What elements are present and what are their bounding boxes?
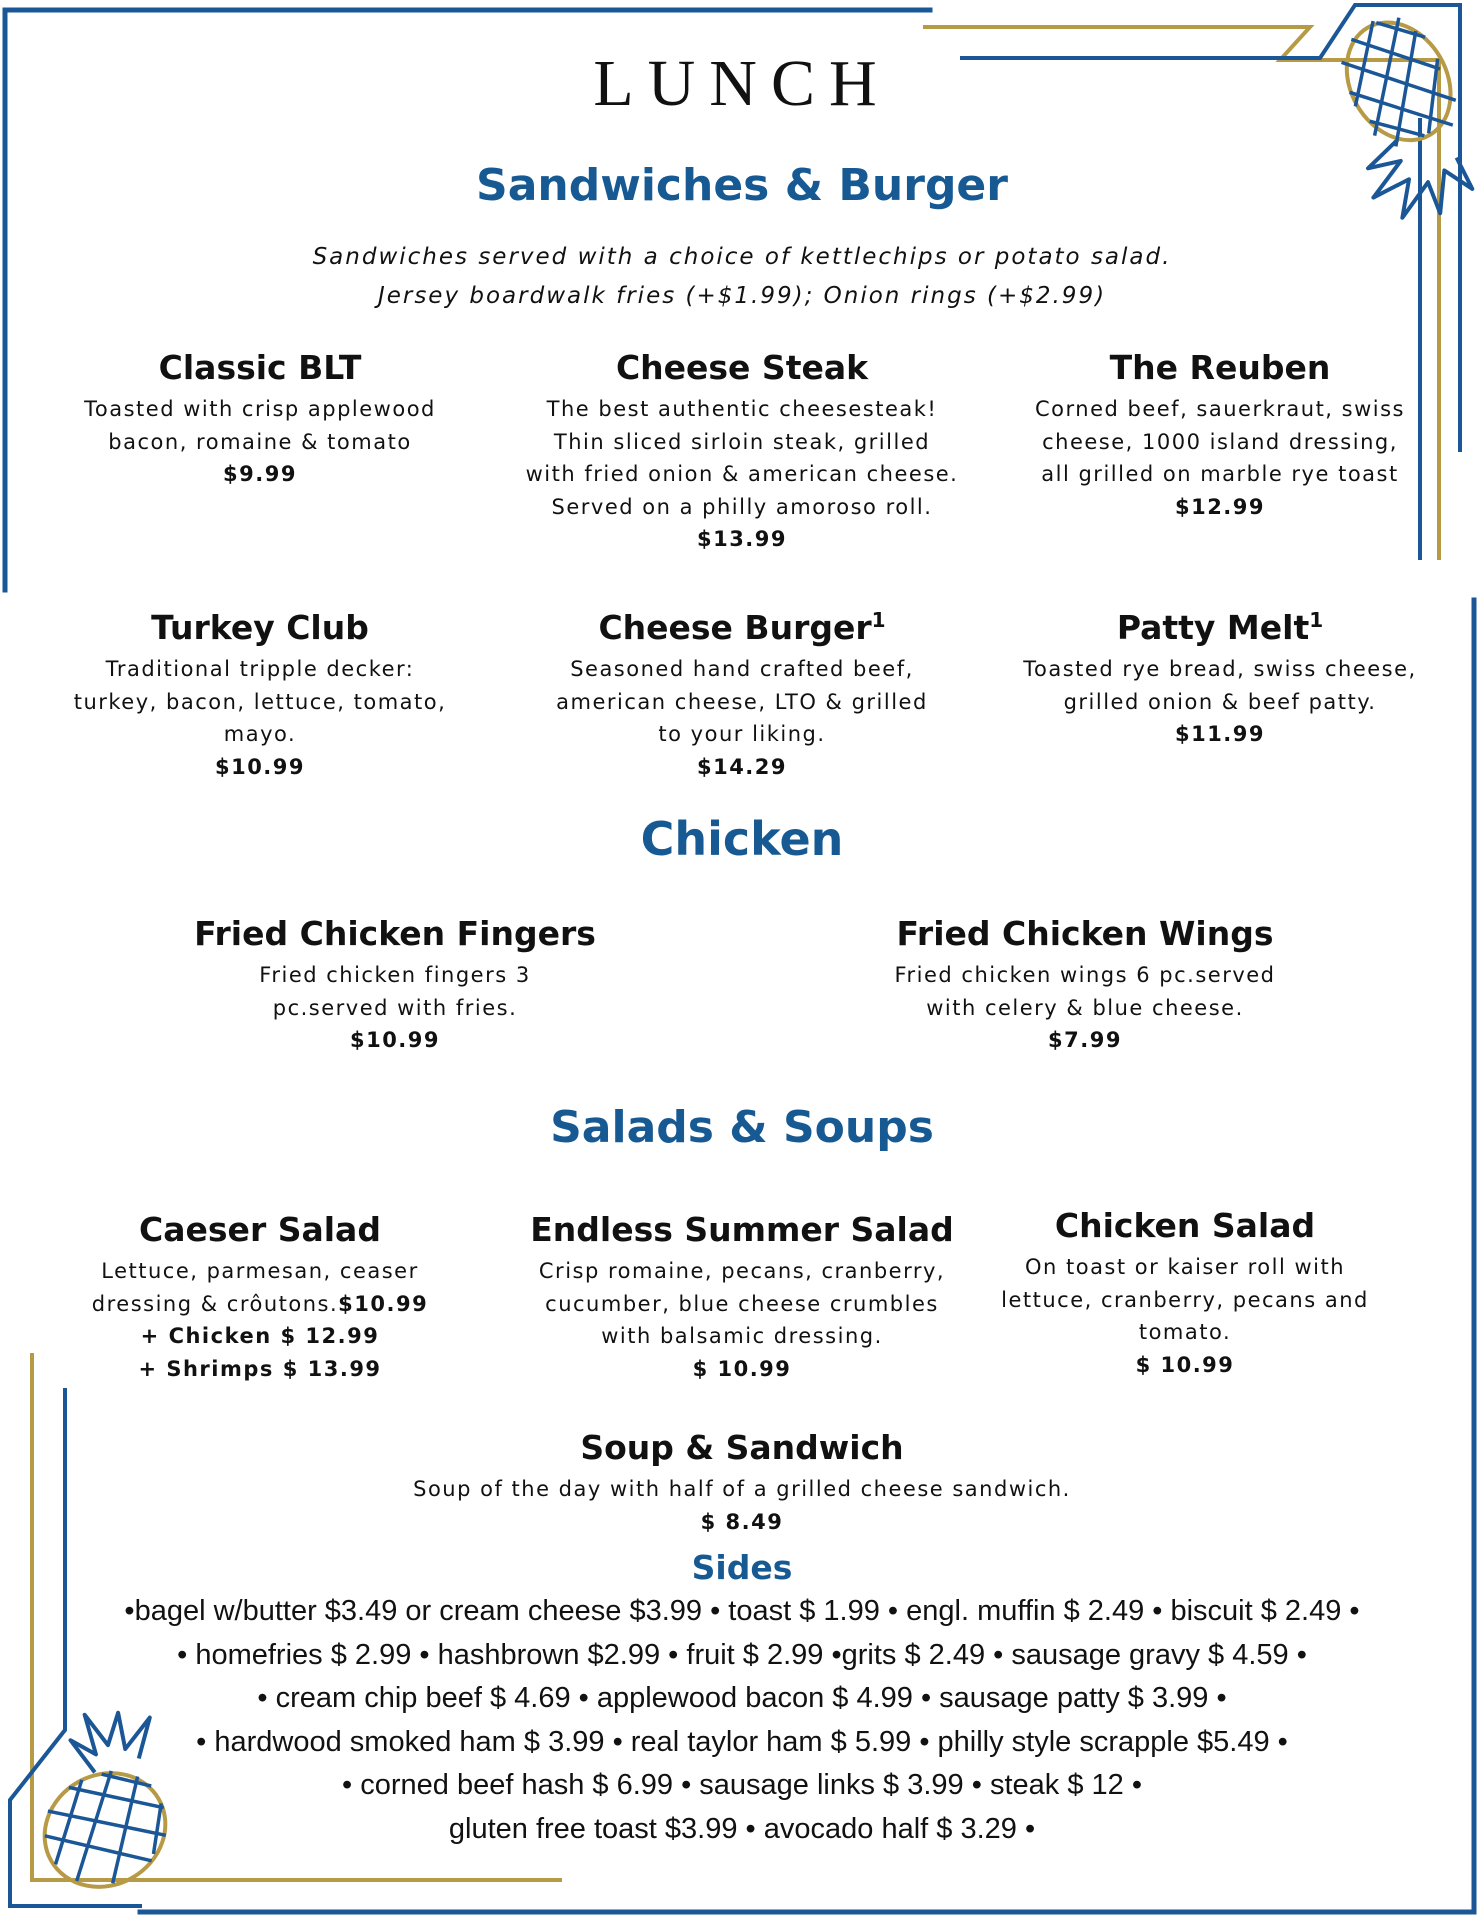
item-name: Turkey Club — [151, 608, 369, 647]
sides-line: • corned beef hash $ 6.99 • sausage links $ 3.99 • steak $ 12 • — [342, 1769, 1142, 1801]
menu-item-the-reuben — [1010, 348, 1430, 523]
desc-line — [60, 1288, 460, 1321]
section-title-chicken: Chicken — [640, 812, 844, 866]
footnote-marker: 1 — [871, 608, 886, 632]
item-description — [60, 653, 460, 783]
item-description — [1010, 393, 1430, 523]
addon-price: + Chicken $ 12.99 — [140, 1324, 380, 1348]
desc-line: cucumber, blue cheese crumbles — [545, 1291, 939, 1316]
desc-line: Soup of the day with half of a grilled cheese sandwich. — [413, 1477, 1071, 1501]
menu-item-caeser-salad — [60, 1210, 460, 1385]
desc-line: pc.served with fries. — [272, 995, 518, 1020]
desc-line: Corned beef, sauerkraut, swiss — [1035, 397, 1405, 421]
menu-item-fried-chicken-fingers — [170, 914, 620, 1057]
item-name — [1010, 608, 1430, 647]
menu-item-turkey-club — [60, 608, 460, 783]
menu-item-classic-blt — [60, 348, 460, 491]
desc-line: cheese, 1000 island dressing, — [1042, 429, 1398, 454]
item-price: $11.99 — [1174, 722, 1266, 746]
desc-line: Crisp romaine, pecans, cranberry, — [538, 1259, 946, 1283]
desc-line: Fried chicken wings 6 pc.served — [894, 963, 1276, 987]
footnote-marker: 1 — [1309, 608, 1324, 632]
item-price: $10.99 — [349, 1028, 441, 1052]
item-price: $ 8.49 — [700, 1509, 784, 1534]
intro-line: Sandwiches served with a choice of kettlechips or potato salad. — [312, 244, 1172, 270]
desc-line: bacon, romaine & tomato — [108, 429, 412, 454]
item-description — [520, 1255, 964, 1385]
addon-price: + Shrimps $ 13.99 — [138, 1356, 382, 1381]
desc-line: with balsamic dressing. — [601, 1324, 883, 1348]
item-price: $ 10.99 — [692, 1356, 792, 1381]
item-price: $ 10.99 — [1135, 1352, 1235, 1377]
desc-line: Toasted rye bread, swiss cheese, — [1023, 657, 1417, 681]
section-title-sandwiches: Sandwiches & Burger — [476, 160, 1008, 211]
section-title-salads-soups: Salads & Soups — [550, 1102, 934, 1153]
item-description — [170, 959, 620, 1057]
item-description — [342, 1473, 1142, 1538]
item-price: $13.99 — [696, 527, 788, 551]
item-description — [520, 393, 964, 556]
item-name: Caeser Salad — [139, 1210, 381, 1249]
item-name: Fried Chicken Wings — [896, 914, 1274, 953]
menu-item-chicken-salad — [975, 1206, 1395, 1381]
desc-line: Served on a philly amoroso roll. — [551, 494, 933, 519]
item-name: Cheese Steak — [615, 348, 869, 387]
item-price: $12.99 — [1174, 494, 1266, 519]
sides-line: •bagel w/butter $3.49 or cream cheese $3.99 • toast $ 1.99 • engl. muffin $ 2.49 • biscuit $ 2.49 • — [124, 1595, 1360, 1627]
desc-line: to your liking. — [658, 722, 826, 746]
desc-line: Seasoned hand crafted beef, — [570, 657, 914, 681]
item-price: $7.99 — [1048, 1028, 1122, 1052]
item-description — [975, 1251, 1395, 1381]
item-description — [1010, 653, 1430, 751]
menu-item-cheese-burger — [520, 608, 964, 783]
menu-item-soup-sandwich — [342, 1428, 1142, 1538]
sides-line: gluten free toast $3.99 • avocado half $ 3.29 • — [448, 1812, 1036, 1845]
item-description — [60, 1255, 460, 1385]
desc-line: The best authentic cheesesteak! — [546, 397, 938, 421]
item-price: $10.99 — [214, 754, 306, 779]
menu-item-patty-melt — [1010, 608, 1430, 751]
item-price: $9.99 — [223, 462, 297, 486]
section-title-sides: Sides — [691, 1548, 793, 1587]
desc-line: mayo. — [223, 722, 297, 746]
sandwiches-intro — [200, 238, 1284, 316]
item-name-text: Patty Melt — [1116, 608, 1310, 647]
desc-line: with celery & blue cheese. — [926, 995, 1244, 1020]
page-title: LUNCH — [593, 47, 891, 120]
item-name: Soup & Sandwich — [580, 1428, 904, 1467]
desc-line: lettuce, cranberry, pecans and — [1001, 1287, 1369, 1312]
desc-line: Lettuce, parmesan, ceaser — [101, 1259, 419, 1283]
desc-line: Thin sliced sirloin steak, grilled — [553, 429, 931, 454]
desc-line: Toasted with crisp applewood — [84, 397, 436, 421]
desc-line: tomato. — [1138, 1320, 1232, 1344]
item-name: Endless Summer Salad — [530, 1210, 954, 1249]
item-name: Classic BLT — [158, 348, 362, 387]
sides-line: • hardwood smoked ham $ 3.99 • real taylor ham $ 5.99 • philly style scrapple $5.49 • — [196, 1725, 1288, 1758]
sides-list — [40, 1590, 1444, 1851]
sides-line: • homefries $ 2.99 • hashbrown $2.99 • fruit $ 2.99 •grits $ 2.49 • sausage gravy $ 4.59 • — [177, 1638, 1307, 1671]
menu-item-cheese-steak — [520, 348, 964, 556]
desc-line: with fried onion & american cheese. — [525, 462, 959, 486]
item-price: $10.99 — [338, 1291, 429, 1316]
item-name — [520, 608, 964, 647]
desc-text: dressing & crôutons. — [91, 1291, 339, 1316]
desc-line: turkey, bacon, lettuce, tomato, — [73, 689, 447, 714]
menu-item-fried-chicken-wings — [860, 914, 1310, 1057]
sides-line: • cream chip beef $ 4.69 • applewood bacon $ 4.99 • sausage patty $ 3.99 • — [257, 1682, 1227, 1714]
menu-item-endless-summer-salad — [520, 1210, 964, 1385]
desc-line: Traditional tripple decker: — [105, 657, 415, 681]
desc-line: all grilled on marble rye toast — [1041, 462, 1399, 486]
item-name: The Reuben — [1109, 348, 1331, 387]
item-description — [520, 653, 964, 783]
desc-line: grilled onion & beef patty. — [1063, 689, 1377, 714]
item-price: $14.29 — [696, 754, 788, 779]
item-description — [860, 959, 1310, 1057]
desc-line: Fried chicken fingers 3 — [259, 963, 531, 987]
desc-line: american cheese, LTO & grilled — [556, 689, 928, 714]
item-description — [60, 393, 460, 491]
desc-line: On toast or kaiser roll with — [1024, 1255, 1346, 1279]
intro-line: Jersey boardwalk fries (+$1.99); Onion rings (+$2.99) — [377, 283, 1107, 309]
item-name: Chicken Salad — [1054, 1206, 1316, 1245]
item-name-text: Cheese Burger — [598, 608, 872, 647]
item-name: Fried Chicken Fingers — [194, 914, 596, 953]
